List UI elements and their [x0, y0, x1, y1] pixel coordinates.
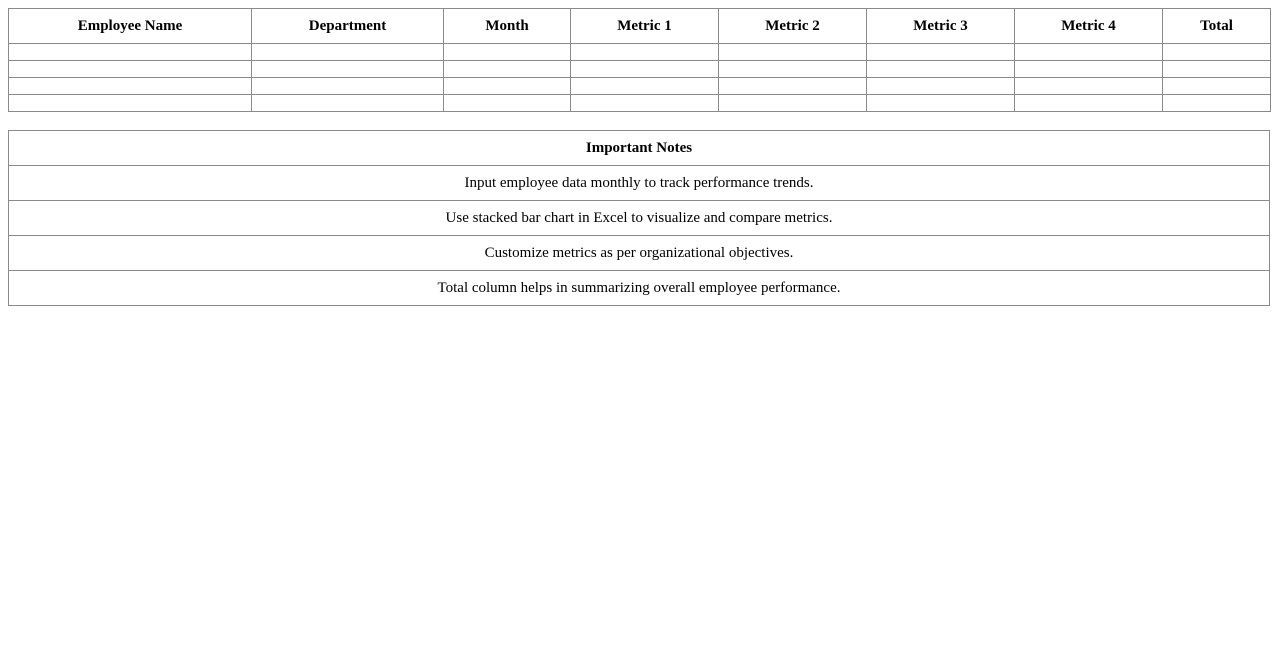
note-item: Use stacked bar chart in Excel to visualize and compare metrics. [9, 201, 1270, 236]
table-cell[interactable] [1015, 44, 1163, 61]
note-item: Total column helps in summarizing overall employee performance. [9, 271, 1270, 306]
table-cell[interactable] [1163, 95, 1271, 112]
table-cell[interactable] [571, 78, 719, 95]
table-cell[interactable] [867, 61, 1015, 78]
note-item: Input employee data monthly to track performance trends. [9, 166, 1270, 201]
table-row [9, 44, 1271, 61]
table-cell[interactable] [9, 95, 252, 112]
table-cell[interactable] [9, 61, 252, 78]
table-cell[interactable] [9, 78, 252, 95]
table-cell[interactable] [444, 61, 571, 78]
note-item: Customize metrics as per organizational objectives. [9, 236, 1270, 271]
table-header-row [9, 9, 1271, 44]
header-metric-1: Metric 1 [571, 9, 719, 44]
table-cell[interactable] [719, 61, 867, 78]
table-cell[interactable] [1015, 61, 1163, 78]
table-cell[interactable] [444, 95, 571, 112]
table-cell[interactable] [719, 78, 867, 95]
table-row [9, 95, 1271, 112]
notes-header-row [9, 131, 1270, 166]
note-row [9, 271, 1270, 306]
notes-title: Important Notes [9, 131, 1270, 166]
table-cell[interactable] [252, 61, 444, 78]
table-cell[interactable] [1163, 78, 1271, 95]
table-row [9, 61, 1271, 78]
header-metric-3: Metric 3 [867, 9, 1015, 44]
header-metric-4: Metric 4 [1015, 9, 1163, 44]
performance-table [8, 8, 1271, 112]
table-cell[interactable] [9, 44, 252, 61]
note-row [9, 236, 1270, 271]
table-cell[interactable] [252, 95, 444, 112]
table-cell[interactable] [444, 78, 571, 95]
table-cell[interactable] [252, 44, 444, 61]
table-cell[interactable] [719, 95, 867, 112]
header-total: Total [1163, 9, 1271, 44]
header-metric-2: Metric 2 [719, 9, 867, 44]
header-month: Month [444, 9, 571, 44]
table-cell[interactable] [1015, 78, 1163, 95]
table-cell[interactable] [1163, 61, 1271, 78]
notes-table [8, 130, 1270, 306]
table-cell[interactable] [444, 44, 571, 61]
table-cell[interactable] [867, 78, 1015, 95]
note-row [9, 166, 1270, 201]
table-cell[interactable] [867, 95, 1015, 112]
page-content [8, 8, 1270, 306]
header-employee-name: Employee Name [9, 9, 252, 44]
table-cell[interactable] [719, 44, 867, 61]
table-cell[interactable] [1163, 44, 1271, 61]
table-cell[interactable] [571, 95, 719, 112]
table-cell[interactable] [252, 78, 444, 95]
header-department: Department [252, 9, 444, 44]
table-cell[interactable] [867, 44, 1015, 61]
table-cell[interactable] [571, 44, 719, 61]
note-row [9, 201, 1270, 236]
table-row [9, 78, 1271, 95]
table-cell[interactable] [571, 61, 719, 78]
table-cell[interactable] [1015, 95, 1163, 112]
